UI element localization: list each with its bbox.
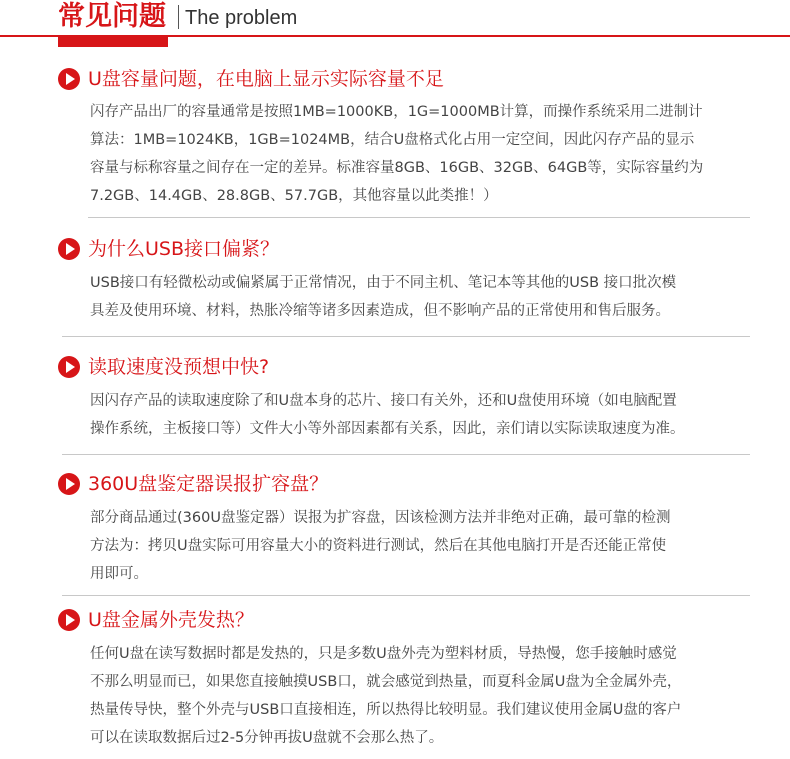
- faq-heading: [58, 607, 254, 633]
- answer-line: 7.2GB、14.4GB、28.8GB、57.7GB，其他容量以此类推！）: [90, 188, 498, 204]
- play-circle-icon: [58, 356, 80, 378]
- play-circle-icon: [58, 68, 80, 90]
- answer-line: 部分商品通过(360U盘鉴定器）误报为扩容盘，因该检测方法并非绝对正确，最可靠的检测: [90, 510, 671, 526]
- answer-line: 具差及使用环境、材料，热胀冷缩等诸多因素造成，但不影响产品的正常使用和售后服务。: [90, 303, 670, 319]
- faq-heading: [58, 236, 279, 262]
- answer-line: 因闪存产品的读取速度除了和U盘本身的芯片、接口有关外，还和U盘使用环境（如电脑配置: [90, 393, 677, 409]
- play-circle-icon: [58, 609, 80, 631]
- answer-line: 用即可。: [90, 566, 148, 582]
- answer-line: 操作系统，主板接口等）文件大小等外部因素都有关系，因此，亲们请以实际读取速度为准。: [90, 421, 685, 437]
- section-divider: [62, 336, 750, 337]
- title-divider: [178, 5, 179, 29]
- page-title-en: The problem: [185, 7, 298, 29]
- faq-answer: [90, 387, 760, 443]
- play-circle-icon: [58, 473, 80, 495]
- faq-heading: [58, 66, 444, 92]
- faq-question: 为什么USB接口偏紧？: [88, 238, 280, 260]
- play-circle-icon: [58, 238, 80, 260]
- faq-heading: [58, 471, 328, 497]
- section-divider: [62, 454, 750, 455]
- answer-line: USB接口有轻微松动或偏紧属于正常情况，由于不同主机、笔记本等其他的USB 接口批次模: [90, 275, 677, 291]
- faq-question: U盘金属外壳发热？: [88, 609, 254, 631]
- faq-answer: [90, 269, 760, 325]
- page-title-cn: 常见问题: [58, 1, 166, 32]
- answer-line: 容量与标称容量之间存在一定的差异。标准容量8GB、16GB、32GB、64GB等，实际容量约为: [90, 160, 704, 176]
- faq-answer: [90, 98, 760, 210]
- answer-line: 不那么明显而已，如果您直接触摸USB口，就会感觉到热量，而夏科金属U盘为全金属外壳，: [90, 674, 682, 690]
- faq-heading: [58, 354, 269, 380]
- page-header: [0, 0, 790, 50]
- answer-line: 任何U盘在读写数据时都是发热的，只是多数U盘外壳为塑料材质，导热慢，您手接触时感觉: [90, 646, 677, 662]
- faq-answer: [90, 504, 760, 588]
- faq-question: U盘容量问题，在电脑上显示实际容量不足: [88, 68, 444, 90]
- answer-line: 方法为：拷贝U盘实际可用容量大小的资料进行测试，然后在其他电脑打开是否还能正常使: [90, 538, 667, 554]
- faq-question: 读取速度没预想中快?: [88, 356, 270, 378]
- answer-line: 热量传导快，整个外壳与USB口直接相连，所以热得比较明显。我们建议使用金属U盘的客户: [90, 702, 682, 718]
- answer-line: 可以在读取数据后过2-5分钟再拔U盘就不会那么热了。: [90, 730, 444, 746]
- section-divider: [88, 217, 750, 218]
- faq-question: 360U盘鉴定器误报扩容盘？: [88, 473, 329, 495]
- section-divider: [62, 595, 750, 596]
- answer-line: 闪存产品出厂的容量通常是按照1MB=1000KB，1G=1000MB计算，而操作系统采用二进制计: [90, 104, 703, 120]
- faq-answer: [90, 640, 760, 752]
- answer-line: 算法：1MB=1024KB，1GB=1024MB，结合U盘格式化占用一定空间，因此闪存产品的显示: [90, 132, 695, 148]
- header-tab-accent: [58, 35, 168, 47]
